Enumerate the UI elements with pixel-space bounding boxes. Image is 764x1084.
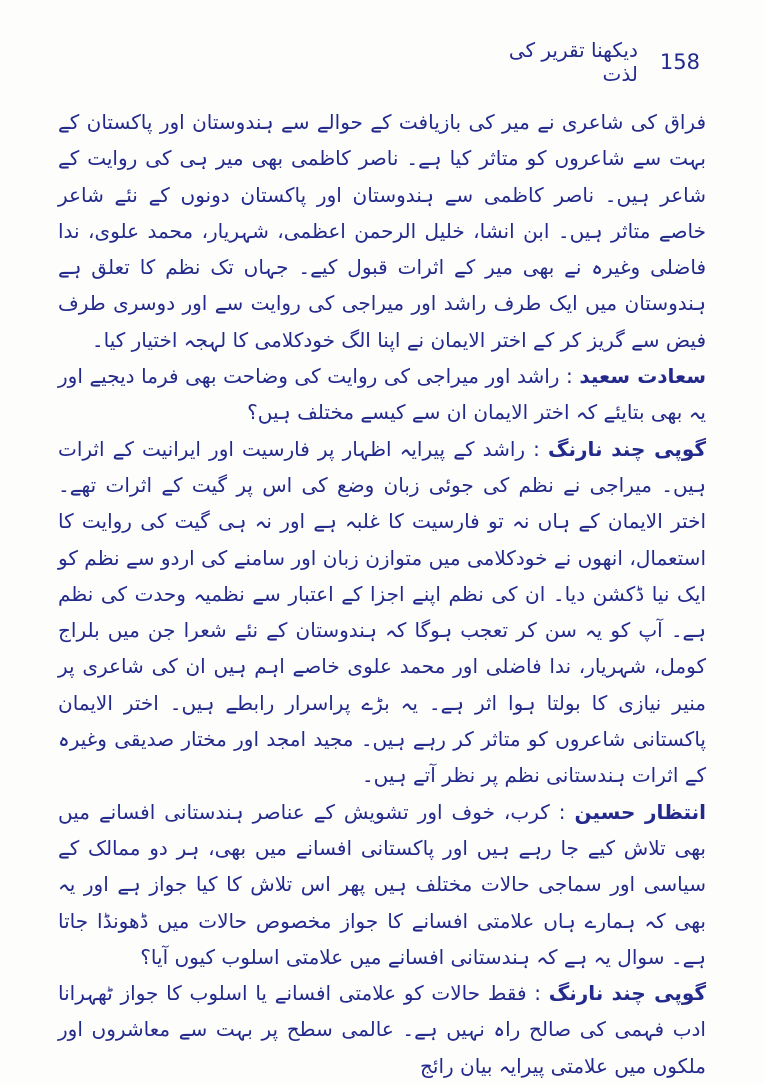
page-body	[58, 104, 706, 1084]
dialogue-paragraph	[58, 431, 706, 794]
page-number: 158	[659, 50, 700, 74]
paragraph-text: فراق کی شاعری نے میر کی بازیافت کے حوالے سے ہندوستان اور پاکستان کے بہت سے شاعروں کو متاثر کیا ہے۔ ناصر کاظمی بھی میر ہی کی روایت کے شاعر ہیں۔ ناصر کاظمی سے ہندوستان اور پاکستان دونوں کے نئے شاعر خاصے متاثر ہیں۔ ابن انشا، خلیل الرحمن اعظمی، شہریار، محمد علوی، ندا فاضلی وغیرہ نے بھی میر کے اثرات قبول کیے۔ جہاں تک نظم کا تعلق ہے ہندوستان میں ایک طرف راشد اور میراجی کی روایت سے اور دوسری طرف فیض سے گریز کر کے اختر الایمان نے اپنا الگ خودکلامی کا لہجہ اختیار کیا۔	[58, 110, 706, 352]
speaker-name: انتظار حسین	[574, 799, 706, 824]
running-title: دیکھنا تقریر کی لذت	[508, 38, 638, 86]
dialogue-paragraph	[58, 975, 706, 1084]
paragraph-text: : کرب، خوف اور تشویش کے عناصر ہندستانی افسانے میں بھی تلاش کیے جا رہے ہیں اور پاکستانی افسانے میں بھی، ہر دو ممالک کے سیاسی اور سماجی حالات مختلف ہیں پھر اس تلاش کا کیا جواز ہے اور یہ بھی کہ ہمارے ہاں علامتی افسانے کا جواز مخصوص حالات میں ڈھونڈا جاتا ہے۔ سوال یہ ہے کہ ہندستانی افسانے میں علامتی اسلوب کیوں آیا؟	[58, 799, 706, 969]
paragraph-text: : راشد کے پیرایہ اظہار پر فارسیت اور ایرانیت کے اثرات ہیں۔ میراجی نے نظم کی جوئی زبان وضع کی اس پر گیت کے اثرات تھے۔ اختر الایمان کے ہاں نہ تو فارسیت کا غلبہ ہے اور نہ ہی گیت کی روایت کا استعمال، انھوں نے خودکلامی میں متوازن زبان اور سامنے کی اردو سے نظم کو ایک نیا ڈکشن دیا۔ ان کی نظم اپنے اجزا کے اعتبار سے نظمیہ وحدت کی نظم ہے۔ آپ کو یہ سن کر تعجب ہوگا کہ ہندوستان کے نئے شعرا جن میں بلراج کومل، شہریار، ندا فاضلی اور محمد علوی خاصے اہم ہیں ان کی شاعری پر منیر نیازی کا بولتا ہوا اثر ہے۔ یہ بڑے پراسرار رابطے ہیں۔ اختر الایمان پاکستانی شاعروں کو متاثر کر رہے ہیں۔ مجید امجد اور مختار صدیقی وغیرہ کے اثرات ہندستانی نظم پر نظر آتے ہیں۔	[58, 436, 706, 788]
speaker-name: گوپی چند نارنگ	[548, 436, 707, 461]
paragraph-text: : راشد اور میراجی کی روایت کی وضاحت بھی فرما دیجیے اور یہ بھی بتایئے کہ اختر الایمان ان سے کیسے مختلف ہیں؟	[58, 364, 706, 425]
page-header	[470, 38, 700, 86]
paragraph	[58, 104, 706, 358]
dialogue-paragraph	[58, 794, 706, 975]
dialogue-paragraph	[58, 358, 706, 431]
paragraph-text: : فقط حالات کو علامتی افسانے یا اسلوب کا جواز ٹھہرانا ادب فہمی کی صالح راہ نہیں ہے۔ عالمی سطح پر بہت سے معاشروں اور ملکوں میں علامتی پیرایہ بیان رائج	[58, 981, 706, 1078]
speaker-name: گوپی چند نارنگ	[548, 981, 707, 1006]
speaker-name: سعادت سعید	[579, 364, 707, 389]
